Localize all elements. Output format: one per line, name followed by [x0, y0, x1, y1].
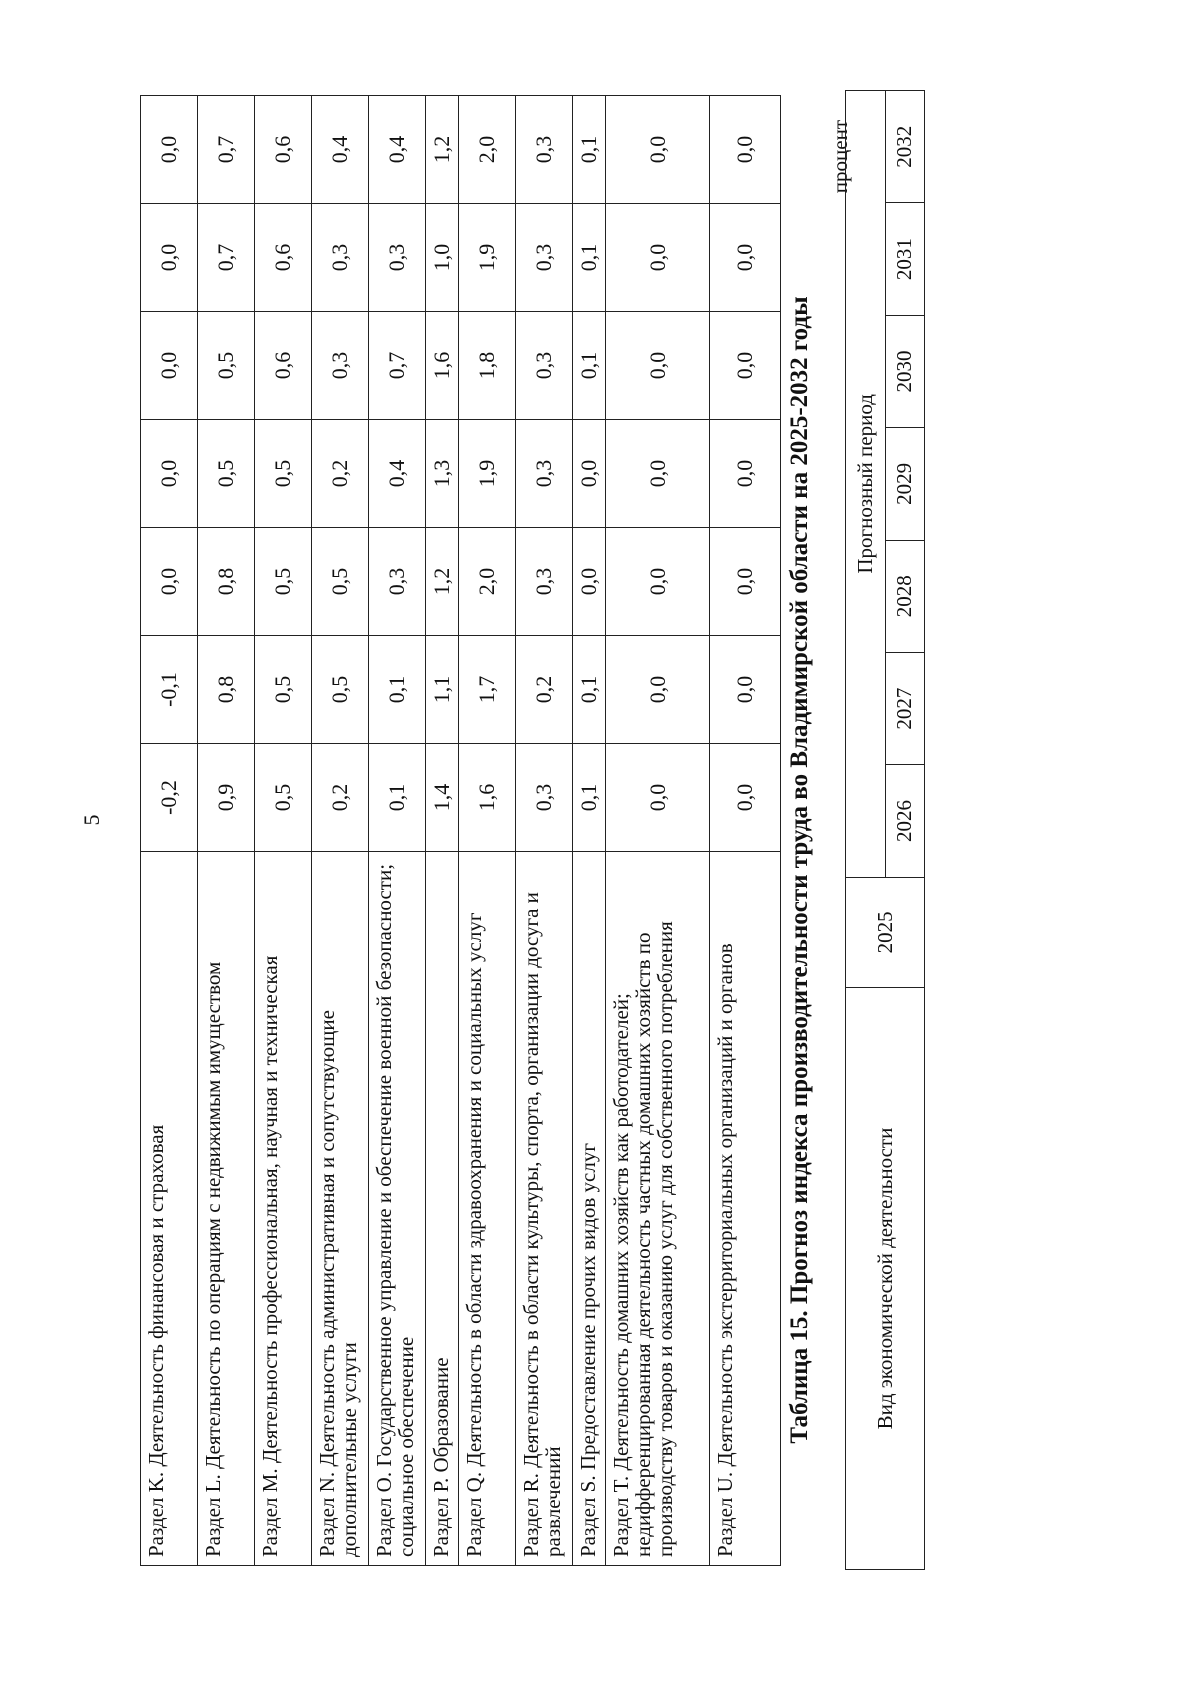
value-cell: 1,6 — [426, 312, 459, 420]
value-cell: 1,1 — [426, 636, 459, 744]
value-cell: 1,9 — [459, 420, 516, 528]
header-table-container — [845, 90, 925, 1570]
table-row — [516, 96, 573, 1566]
value-cell: 0,6 — [255, 204, 312, 312]
value-cell: 0,1 — [573, 204, 606, 312]
value-cell: 0,3 — [516, 96, 573, 204]
value-cell: -0,1 — [141, 636, 198, 744]
value-cell: 0,1 — [573, 312, 606, 420]
value-cell: 1,0 — [426, 204, 459, 312]
row-label: Раздел Q. Деятельность в области здравоохранения и социальных услуг — [459, 852, 516, 1566]
row-label: Раздел L. Деятельность по операциям с недвижимым имуществом — [198, 852, 255, 1566]
value-cell: 0,4 — [312, 96, 369, 204]
main-table-container — [140, 96, 780, 1566]
page-number: 5 — [79, 814, 104, 826]
table-row — [573, 96, 606, 1566]
row-label: Раздел O. Государственное управление и обеспечение военной безопасности; социальное обеспечение — [369, 852, 426, 1566]
value-cell: 0,5 — [255, 636, 312, 744]
value-cell: 1,6 — [459, 744, 516, 852]
value-cell: 0,5 — [312, 636, 369, 744]
value-cell: 0,1 — [369, 636, 426, 744]
value-cell: 1,4 — [426, 744, 459, 852]
value-cell: 0,2 — [312, 744, 369, 852]
table-row — [369, 96, 426, 1566]
value-cell: 1,2 — [426, 528, 459, 636]
value-cell: 0,0 — [141, 96, 198, 204]
value-cell: 0,0 — [573, 420, 606, 528]
header-year: 2031 — [885, 203, 925, 315]
table-row — [141, 96, 198, 1566]
table15-header — [845, 90, 925, 1570]
value-cell: 0,0 — [710, 636, 781, 744]
value-cell: 0,7 — [198, 204, 255, 312]
title-container — [775, 130, 825, 1610]
value-cell: 0,3 — [312, 204, 369, 312]
header-forecast-period: Прогнозный период — [846, 91, 886, 878]
header-base-year: 2025 — [846, 877, 925, 987]
header-row-top — [846, 91, 886, 1570]
value-cell: 0,3 — [516, 312, 573, 420]
table-row — [312, 96, 369, 1566]
value-cell: 0,0 — [710, 744, 781, 852]
value-cell: 0,0 — [606, 528, 710, 636]
value-cell: 0,4 — [369, 96, 426, 204]
value-cell: 0,3 — [516, 528, 573, 636]
value-cell: 0,0 — [606, 636, 710, 744]
value-cell: 0,5 — [312, 528, 369, 636]
value-cell: 0,0 — [606, 744, 710, 852]
value-cell: 1,8 — [459, 312, 516, 420]
value-cell: 0,1 — [573, 744, 606, 852]
value-cell: 0,0 — [606, 420, 710, 528]
value-cell: 0,9 — [198, 744, 255, 852]
row-label: Раздел K. Деятельность финансовая и страховая — [141, 852, 198, 1566]
value-cell: 0,6 — [255, 312, 312, 420]
value-cell: 2,0 — [459, 96, 516, 204]
value-cell: 0,3 — [516, 420, 573, 528]
value-cell: 0,8 — [198, 636, 255, 744]
header-year: 2027 — [885, 652, 925, 764]
row-label: Раздел S. Предоставление прочих видов услуг — [573, 852, 606, 1566]
row-label: Раздел U. Деятельность экстерриториальных организаций и органов — [710, 852, 781, 1566]
header-year: 2032 — [885, 91, 925, 203]
value-cell: 0,0 — [710, 312, 781, 420]
header-year: 2029 — [885, 428, 925, 540]
value-cell: 0,5 — [255, 744, 312, 852]
value-cell: 0,3 — [516, 744, 573, 852]
row-label: Раздел R. Деятельность в области культуры, спорта, организации досуга и развлечений — [516, 852, 573, 1566]
value-cell: 0,5 — [198, 420, 255, 528]
header-activity-type: Вид экономической деятельности — [846, 988, 925, 1570]
value-cell: 0,0 — [141, 420, 198, 528]
value-cell: 0,3 — [516, 204, 573, 312]
value-cell: 0,1 — [573, 96, 606, 204]
value-cell: 0,7 — [369, 312, 426, 420]
value-cell: -0,2 — [141, 744, 198, 852]
value-cell: 0,1 — [369, 744, 426, 852]
value-cell: 0,2 — [516, 636, 573, 744]
value-cell: 0,0 — [606, 204, 710, 312]
value-cell: 0,3 — [369, 528, 426, 636]
header-year: 2028 — [885, 540, 925, 652]
value-cell: 0,1 — [573, 636, 606, 744]
value-cell: 1,2 — [426, 96, 459, 204]
value-cell: 0,3 — [369, 204, 426, 312]
row-label: Раздел T. Деятельность домашних хозяйств как работодателей; недифференцированная деятельность частных домашних хозяйств по производству товаров и оказанию услуг для собственного потребления — [606, 852, 710, 1566]
table-body — [141, 96, 781, 1566]
header-year: 2030 — [885, 315, 925, 427]
value-cell: 0,3 — [312, 312, 369, 420]
value-cell: 0,5 — [255, 528, 312, 636]
value-cell: 0,8 — [198, 528, 255, 636]
row-label: Раздел P. Образование — [426, 852, 459, 1566]
productivity-table-continued — [140, 95, 781, 1566]
value-cell: 0,0 — [710, 528, 781, 636]
value-cell: 0,0 — [573, 528, 606, 636]
value-cell: 0,7 — [198, 96, 255, 204]
header-year: 2026 — [885, 765, 925, 877]
row-label: Раздел M. Деятельность профессиональная, научная и техническая — [255, 852, 312, 1566]
table-row — [606, 96, 710, 1566]
value-cell: 0,0 — [710, 420, 781, 528]
row-label: Раздел N. Деятельность административная и сопутствующие дополнительные услуги — [312, 852, 369, 1566]
value-cell: 0,0 — [141, 528, 198, 636]
value-cell: 0,5 — [198, 312, 255, 420]
table-title: Таблица 15. Прогноз индекса производительности труда во Владимирской области на 2025-2032 годы — [786, 296, 813, 1444]
value-cell: 0,0 — [710, 96, 781, 204]
table-row — [459, 96, 516, 1566]
value-cell: 0,2 — [312, 420, 369, 528]
value-cell: 0,0 — [141, 204, 198, 312]
value-cell: 0,0 — [606, 96, 710, 204]
value-cell: 0,6 — [255, 96, 312, 204]
table-row — [198, 96, 255, 1566]
value-cell: 0,0 — [606, 312, 710, 420]
value-cell: 1,7 — [459, 636, 516, 744]
value-cell: 1,3 — [426, 420, 459, 528]
value-cell: 2,0 — [459, 528, 516, 636]
value-cell: 0,4 — [369, 420, 426, 528]
value-cell: 0,0 — [141, 312, 198, 420]
table-row — [710, 96, 781, 1566]
value-cell: 1,9 — [459, 204, 516, 312]
value-cell: 0,0 — [710, 204, 781, 312]
table-row — [426, 96, 459, 1566]
value-cell: 0,5 — [255, 420, 312, 528]
table-row — [255, 96, 312, 1566]
unit-label: процент — [827, 120, 852, 194]
